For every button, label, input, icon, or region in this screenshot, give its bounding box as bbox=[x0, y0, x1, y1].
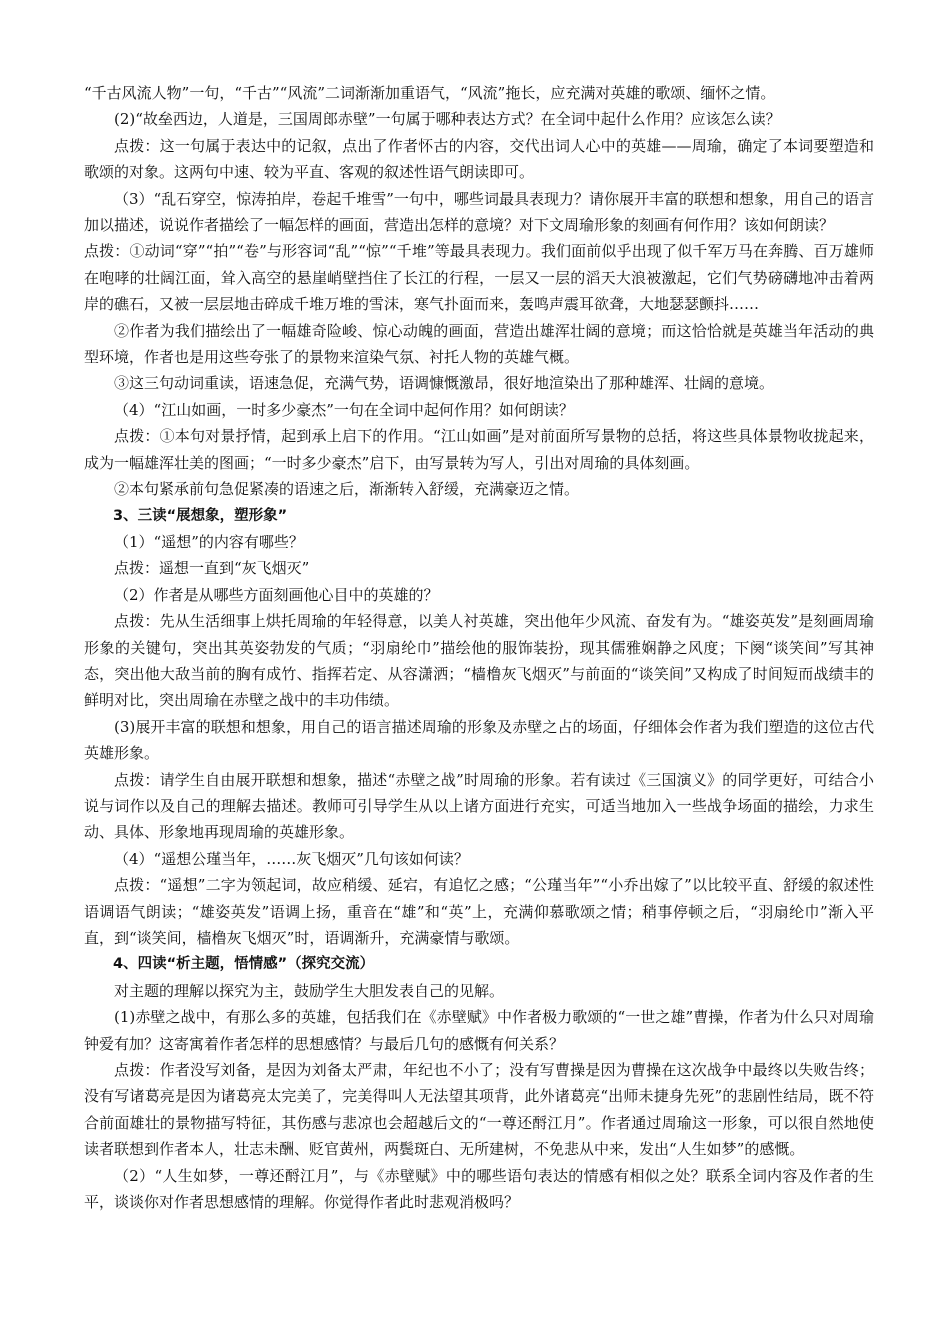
question-3: （3）“乱石穿空，惊涛拍岸，卷起千堆雪”一句中，哪些词最具表现力？请你展开丰富的联想和想象，用自己的语言加以描述，说说作者描绘了一幅怎样的画面，营造出怎样的意境？对下文周瑜形象的刻画有何作用？该如何朗读？ bbox=[84, 189, 874, 235]
section-heading-4: 4、四读“析主题，悟情感”（探究交流） bbox=[113, 956, 375, 973]
section3-question-4: （4）“遥想公瑾当年，……灰飞烟灭”几句该如何读？ bbox=[114, 849, 469, 868]
hint-3-1: 点拨：①动词“穿”“拍”“卷”与形容词“乱”“惊”“千堆”等最具表现力。我们面前似乎出现了似千军万马在奔腾、百万雄师在咆哮的壮阔江面，耸入高空的悬崖峭壁挡住了长江的行程，一层又一层的滔天大浪被激起，它们气势磅礴地冲击着两岸的礁石，又被一层层地击碎成千堆万堆的雪沫，寒气扑面而来，轰鸣声震耳欲聋，大地瑟瑟颤抖…… bbox=[84, 242, 874, 314]
hint-3-3: ③这三句动词重读，语速急促，充满气势，语调慷慨激昂，很好地渲染出了那种雄浑、壮阔的意境。 bbox=[114, 374, 775, 393]
section4-hint-1: 点拨：作者没写刘备，是因为刘备太严肃，年纪也不小了；没有写曹操是因为曹操在这次战争中最终以失败告终；没有写诸葛亮是因为诸葛亮太完美了，完美得叫人无法望其项背，此外诸葛亮“出师未捷身先死”的悲剧性结局，既不符合前面雄壮的景物描写特征，其伤感与悲凉也会超越后文的“一尊还酹江月”。作者通过周瑜这一形象，可以很自然地使读者联想到作者本人，壮志未酬、贬官黄州，两鬓斑白、无所建树，不免悲从中来，发出“人生如梦”的感慨。 bbox=[84, 1061, 874, 1159]
section4-intro: 对主题的理解以探究为主，鼓励学生大胆发表自己的见解。 bbox=[114, 981, 505, 1000]
document-page bbox=[84, 80, 874, 1215]
section-heading-3: 3、三读“展想象，塑形象” bbox=[113, 507, 288, 524]
hint-4-1: 点拨：①本句对景抒情，起到承上启下的作用。“江山如画”是对前面所写景物的总括，将这些具体景物收拢起来，成为一幅雄浑壮美的图画；“一时多少豪杰”启下，由写景转为写人，引出对周瑜的具体刻画。 bbox=[84, 427, 874, 472]
question-4: （4）“江山如画，一时多少豪杰”一句在全词中起何作用？如何朗读？ bbox=[114, 400, 574, 419]
section3-question-2: （2）作者是从哪些方面刻画他心目中的英雄的？ bbox=[114, 585, 439, 604]
section3-question-1: （1）“遥想”的内容有哪些？ bbox=[114, 532, 304, 551]
section4-question-1: (1)赤壁之战中，有那么多的英雄，包括我们在《赤壁赋》中作者极力歌颂的“一世之雄”曹操，作者为什么只对周瑜钟爱有加？这寄寓着作者怎样的思想感情？与最后几句的感慨有何关系？ bbox=[84, 1008, 874, 1053]
section3-hint-3: 点拨：请学生自由展开联想和想象，描述“赤壁之战”时周瑜的形象。若有读过《三国演义》的同学更好，可结合小说与词作以及自己的理解去描述。教师可引导学生从以上诸方面进行充实，可适当地加入一些战争场面的描绘，力求生动、具体、形象地再现周瑜的英雄形象。 bbox=[84, 770, 874, 842]
section3-hint-2: 点拨：先从生活细事上烘托周瑜的年轻得意，以美人衬英雄，突出他年少风流、奋发有为。“雄姿英发”是刻画周瑜形象的关键句，突出其英姿勃发的气质；“羽扇纶巾”描绘他的服饰装扮，现其儒雅娴静之风度；下阕“谈笑间”写其神态，突出他大敌当前的胸有成竹、指挥若定、从容潇洒；“樯橹灰飞烟灭”与前面的“谈笑间”又构成了时间短而战绩丰的鲜明对比，突出周瑜在赤壁之战中的丰功伟绩。 bbox=[84, 612, 874, 710]
section4-question-2: （2）“人生如梦，一尊还酹江月”，与《赤壁赋》中的哪些语句表达的情感有相似之处？联系全词内容及作者的生平，谈谈你对作者思想感情的理解。你觉得作者此时悲观消极吗？ bbox=[84, 1166, 874, 1212]
paragraph-1: “千古风流人物”一句，“千古”“风流”二词渐渐加重语气，“风流”拖长，应充满对英雄的歌颂、缅怀之情。 bbox=[84, 84, 776, 102]
section3-hint-1: 点拨：遥想一直到“灰飞烟灭” bbox=[114, 559, 310, 578]
question-2: (2)“故垒西边，人道是，三国周郎赤壁”一句属于哪种表达方式？在全词中起什么作用？应该怎么读？ bbox=[114, 110, 781, 129]
hint-4-2: ②本句紧承前句急促紧凑的语速之后，渐渐转入舒缓，充满豪迈之情。 bbox=[114, 480, 580, 499]
hint-2: 点拨：这一句属于表达中的记叙，点出了作者怀古的内容，交代出词人心中的英雄——周瑜，确定了本词要塑造和歌颂的对象。这两句中速、较为平直、客观的叙述性语气朗读即可。 bbox=[84, 136, 874, 182]
section3-question-3: (3)展开丰富的联想和想象，用自己的语言描述周瑜的形象及赤壁之占的场面，仔细体会作者为我们塑造的这位古代英雄形象。 bbox=[84, 717, 874, 763]
hint-3-2: ②作者为我们描绘出了一幅雄奇险峻、惊心动魄的画面，营造出雄浑壮阔的意境；而这恰恰就是英雄当年活动的典型环境，作者也是用这些夸张了的景物来渲染气氛、衬托人物的英雄气概。 bbox=[84, 321, 874, 367]
section3-hint-4: 点拨：“遥想”二字为领起词，故应稍缓、延宕，有追忆之感；“公瑾当年”“小乔出嫁了”以比较平直、舒缓的叙述性语调语气朗读；“雄姿英发”语调上扬，重音在“雄”和“英”上，充满仰慕歌颂之情；稍事停顿之后，“羽扇纶巾”渐入平直，到“谈笑间，樯橹灰飞烟灭”时，语调渐升，充满豪情与歌颂。 bbox=[84, 876, 874, 947]
